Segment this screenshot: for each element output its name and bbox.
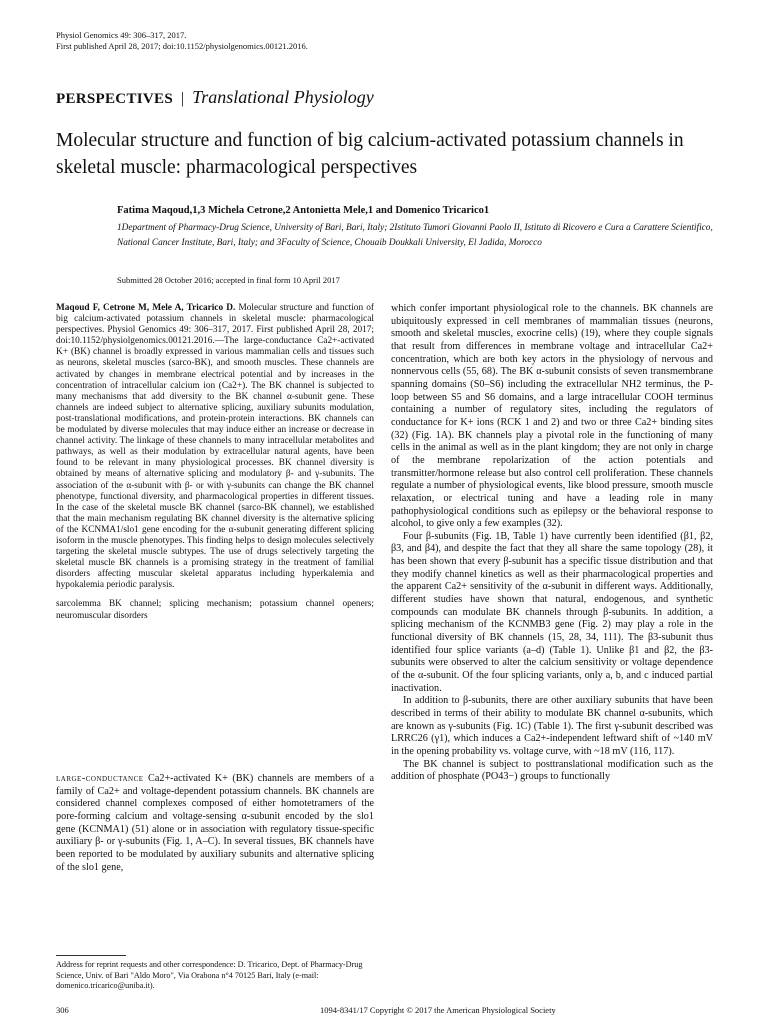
intro-body: Ca2+-activated K+ (BK) channels are members of a family of Ca2+ and voltage-dependent potassium channels. BK channels are considered channel complexes composed of either homotetramers of the pore-forming calcium and voltage-sensing α-subunit encoded by the slo1 gene (KCNMA1) (51) alone or in association with regulatory tissue-specific auxiliary β- or γ-subunits (Fig. 1, A–C). In several tissues, BK channels have been reported to be modulated by auxiliary subunits and alternative splicing of the slo1 gene, [56,773,375,873]
section-separator: | [180,90,185,107]
body-paragraph: which confer important physiological role to the channels. BK channels are ubiquitously expressed in cell membranes of mammalian tissues (neurons, smooth and skeletal muscles, exocrine cells) (19), where they couple signals that result from differences in membrane voltage and intracellular Ca2+ concentration, which are both key actors in the physiology of nervous and nonnervous cells (55, 68). The BK α-subunit consists of seven transmembrane spanning domains (S0–S6) including the extracellular NH2 terminus, the P-loop between S5 and S6 domains, and a large intracellular COOH terminus containing a number of regulatory sites, including the regulators of conductance for K+ ions (RCK 1 and 2) and two or three Ca2+ binding sites (32) (Fig. 1A). BK channels play a pivotal role in the functioning of many cells in the animal as well as in the plant kingdom; they are not only in charge of the membrane repolarization of the action potentials and transmitter/hormone release but also control cell proliferation. These channels regulate a number of physiological events, like blood pressure, smooth muscle relaxation, or electrical tuning and have a leading role in many pathophysiological conditions such as epilepsy or the behavioral response to alcohol, to give only a few examples (32). [391,303,713,530]
abstract-body: Molecular structure and function of big calcium-activated potassium channels in skeletal muscle: pharmacological perspectives. Physiol Genomics 49: 306–317, 2017. First published April 28, 2017; doi:10.1152/physiolgenomics.00121.2016.—The large-conductance Ca2+-activated K+ (BK) channel is broadly expressed in various mammalian cells and tissues such as neurons, skeletal muscles (sarco-BK), and smooth muscles. These channels are activated by changes in membrane electrical potential and by increases in the concentration of intracellular calcium ion (Ca2+). The BK channel is subjected to many mechanisms that add diversity to the BK channel α-subunit gene. These channels are indeed subject to alternative splicing, auxiliary subunits modulation, post-translational modifications, and protein-protein interactions. BK channels can be modulated by diverse molecules that may induce either an increase or decrease in channel activity. The linkage of these channels to many intracellular metabolites and pathways, as well as their modulation by extracellular natural agents, have been found to be relevant in many physiological processes. BK channel diversity is obtained by means of alternative splicing and modulatory β- and γ-subunits. The association of the α-subunit with β- or with γ-subunits can change the BK channel phenotype, functional diversity, and pharmacological properties in different tissues. In the case of the skeletal muscle BK channel (sarco-BK channel), we established that the main mechanism regulating BK channel diversity is the alternative splicing of the KCNMA1/slo1 gene encoding for the α-subunit generating different splicing isoform in the muscle phenotypes. This finding helps to design molecules selectively targeting the skeletal muscle subtypes. The use of drugs selectively targeting the skeletal muscle BK channels is a promising strategy in the treatment of familial disorders affecting muscular skeletal apparatus including hyperkalemia and hypokalemia periodic paralysis. [56,303,374,591]
article-title: Molecular structure and function of big calcium-activated potassium channels in skeletal muscle: pharmacological perspectives [56,130,684,178]
page-number: 306 [56,1005,69,1015]
introduction [56,773,374,874]
abstract [56,303,374,622]
section-category: PERSPECTIVES [56,91,173,107]
section-subcategory: Translational Physiology [192,87,374,107]
copyright-line: 1094-8341/17 Copyright © 2017 the American Physiological Society [320,1005,556,1015]
affiliations: 1Department of Pharmacy-Drug Science, University of Bari, Bari, Italy; 2Istituto Tumori Giovanni Paolo II, Istituto di Ricovero e Cura a Carattere Scientifico, National Cancer Institute, Bari, Italy; and 3Faculty of Science, Chouaib Doukkali University, El Jadida, Morocco [117,223,713,248]
body-paragraph: Four β-subunits (Fig. 1B, Table 1) have currently been identified (β1, β2, β3, and β4), and despite the fact that they all share the same topology (28), it has been shown that every β-subunit has a specific tissue distribution and that they modify channel kinetics as well as their pharmacological properties and the apparent Ca2+ sensitivity of the α-subunit in different ways. Additionally, different studies have shown that natural, endogenous, and synthetic compounds can modulate BK channels through β-subunits. In addition, a splicing mechanism of the KCNMB3 gene (Fig. 2) may play a role in the functional diversity of BK channels (15, 28, 34, 111). The β3-subunit thus identified four splice variants (a–d) (Table 1). Unlike β1 and β2, the β3-subunits were observed to alter the calcium sensitivity or voltage dependence of the α-subunit. Of the four splicing variants, only a, b, and c induced partial inactivation. [391,530,713,694]
section-heading [56,87,374,108]
body-paragraph: The BK channel is subject to posttranslational modification such as the addition of phosphate (PO43−) groups to functionally [391,758,713,783]
body-paragraph: In addition to β-subunits, there are other auxiliary subunits that have been described in terms of their ability to modulate BK channel α-subunits, which are known as γ-subunits (Fig. 1C) (Table 1). The first γ-subunit described was LRRC26 (γ1), which induces a Ca2+-independent leftward shift of ~140 mV in the opening probability vs. voltage curve, with ~18 mV (116, 117). [391,695,713,757]
footnote-divider [56,955,126,956]
abstract-citation: Maqoud F, Cetrone M, Mele A, Tricarico D. [56,303,236,313]
journal-citation: Physiol Genomics 49: 306–317, 2017. [56,30,187,40]
correspondence-note: Address for reprint requests and other correspondence: D. Tricarico, Dept. of Pharmacy-Drug Science, Univ. of Bari "Aldo Moro", Via Orabona n°4 70125 Bari, Italy (e-mail: domenico.tricarico@uniba.it). [56,960,363,990]
keywords: sarcolemma BK channel; splicing mechanism; potassium channel openers; neuromuscular disorders [56,599,374,621]
publication-info: First published April 28, 2017; doi:10.1152/physiolgenomics.00121.2016. [56,41,308,51]
right-column-body [391,303,713,784]
intro-lead: large-conductance [56,773,144,784]
author-list: Fatima Maqoud,1,3 Michela Cetrone,2 Antonietta Mele,1 and Domenico Tricarico1 [117,205,490,216]
submission-dates: Submitted 28 October 2016; accepted in final form 10 April 2017 [117,275,340,285]
journal-header [56,30,308,52]
